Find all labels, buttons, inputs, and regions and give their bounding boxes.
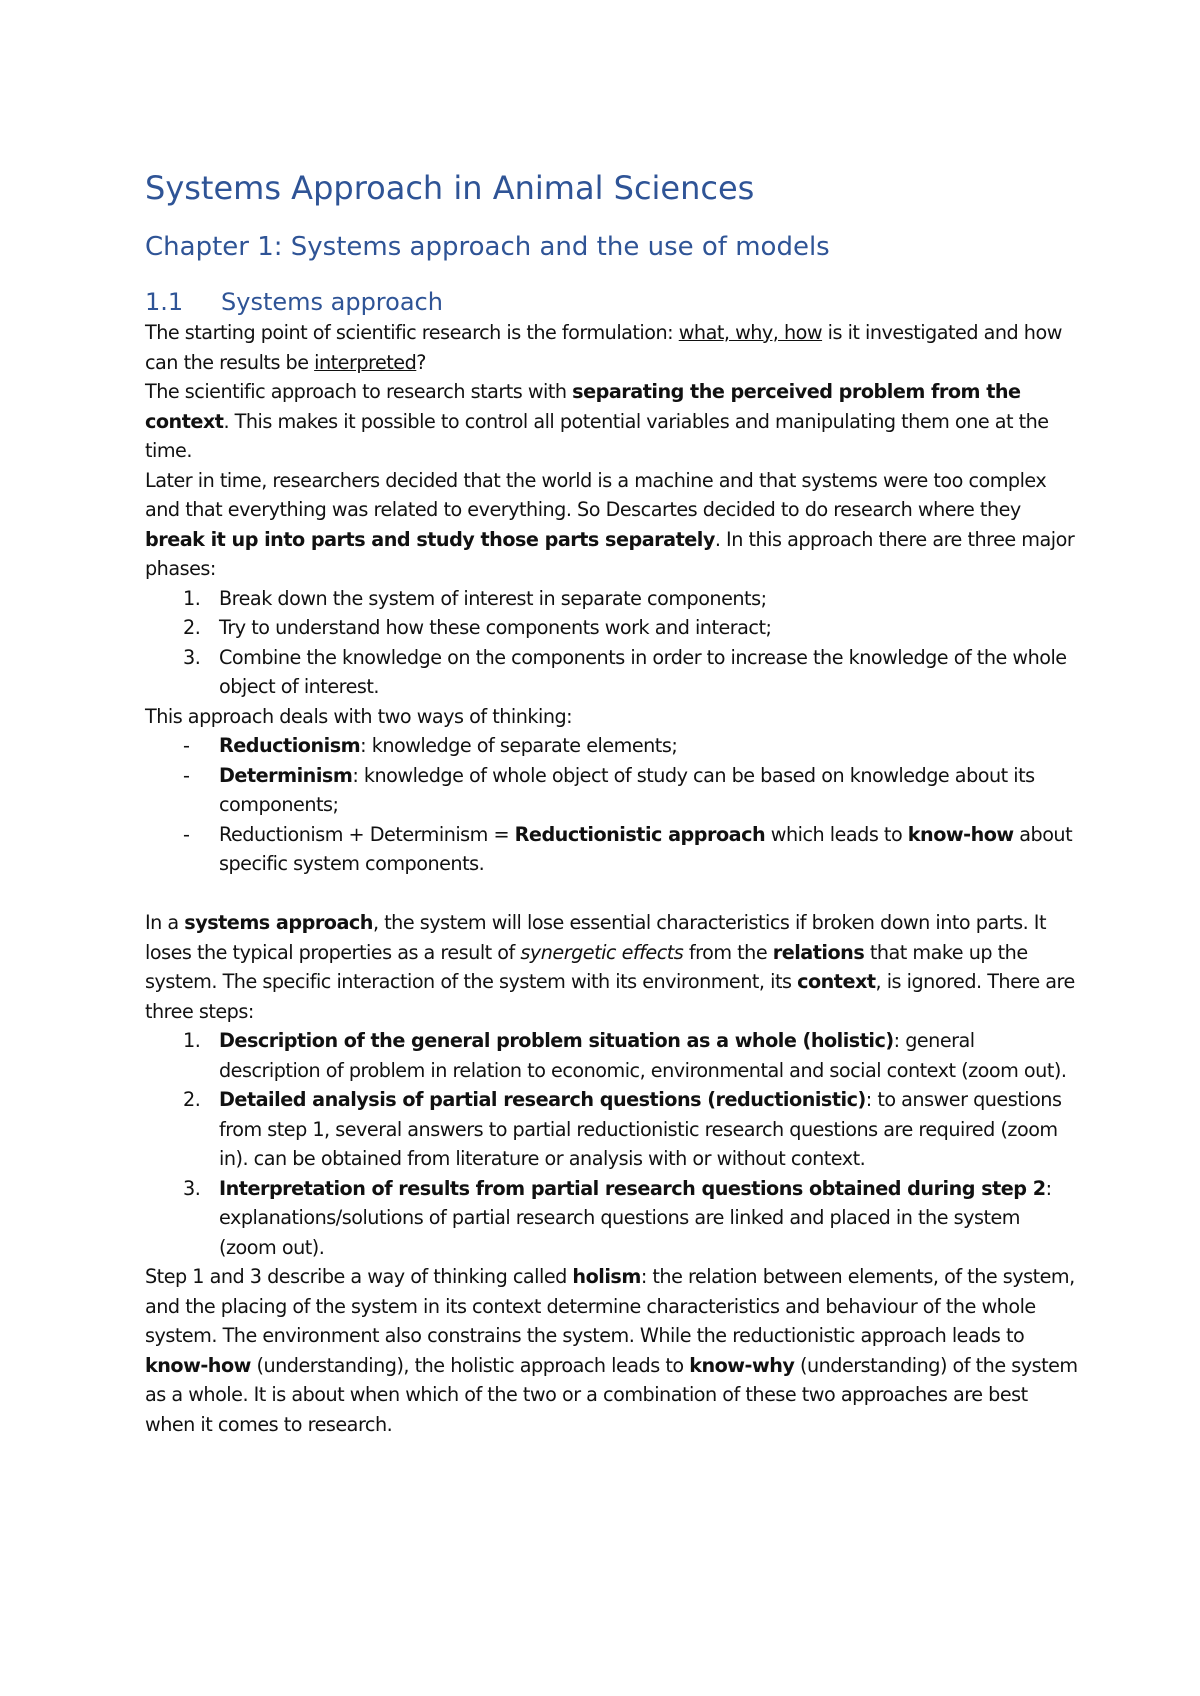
document-body (145, 168, 1080, 1439)
list-item: 3. Interpretation of results from partial research questions obtained during step 2: explanations/solutions of partial research questions are linked and placed in the system (zoom out). (145, 1174, 1080, 1263)
paragraph-formulation: The starting point of scientific research is the formulation: what, why, how is it investigated and how can the results be interpreted? (145, 321, 1062, 374)
underlined-interpreted: interpreted (314, 350, 417, 374)
list-number: 3. (183, 645, 201, 669)
steps-list (145, 1026, 1080, 1262)
paragraph-descartes: Later in time, researchers decided that the world is a machine and that systems were too complex and that everything was related to everything. So Descartes decided to do research where they break it up into parts and study those parts separately. In this approach there are three major phases: (145, 468, 1075, 580)
list-item: 1. Break down the system of interest in separate components; (145, 584, 1080, 614)
list-item: 2. Detailed analysis of partial research questions (reductionistic): to answer questions from step 1, several answers to partial reductionistic research questions are required (zoom in). can be obtained from literature or analysis with or without context. (145, 1085, 1080, 1174)
list-item: - Reductionism + Determinism = Reductionistic approach which leads to know-how about specific system components. (145, 820, 1080, 879)
underlined-what-why-how: what, why, how (678, 321, 823, 344)
list-dash: - (183, 763, 190, 787)
phases-list (145, 584, 1080, 702)
list-item: 3. Combine the knowledge on the components in order to increase the knowledge of the whole object of interest. (145, 643, 1080, 702)
ways-of-thinking-list (145, 731, 1080, 879)
list-dash: - (183, 734, 190, 757)
section-heading (145, 286, 1080, 318)
paragraph-systems-approach: In a systems approach, the system will lose essential characteristics if broken down into parts. It loses the typical properties as a result of synergetic effects from the relations that make up the system. The specific interaction of the system with its environment, its context, is ignored. There are three steps: (145, 911, 1075, 1023)
section-title: Systems approach (221, 288, 443, 316)
list-item: 1. Description of the general problem situation as a whole (holistic): general description of problem in relation to economic, environmental and social context (zoom out). (145, 1026, 1080, 1085)
list-item: 2. Try to understand how these components work and interact; (145, 613, 1080, 643)
chapter-heading: Chapter 1: Systems approach and the use of models (145, 232, 830, 262)
paragraph-holism: Step 1 and 3 describe a way of thinking called holism: the relation between elements, of the system, and the placing of the system in its context determine characteristics and behaviour of the whole system. The environment also constrains the system. While the reductionistic approach leads to know-how (understanding), the holistic approach leads to know-why (understanding) of the system as a whole. It is about when which of the two or a combination of these two approaches are best when it comes to research. (145, 1265, 1078, 1436)
bold-break-into-parts: break it up into parts and study those parts separately (145, 527, 715, 551)
section-number: 1.1 (145, 288, 184, 316)
list-item: - Reductionism: knowledge of separate elements; (145, 731, 1080, 761)
list-number: 2. (183, 616, 201, 639)
paragraph-two-ways: This approach deals with two ways of thinking: (145, 704, 573, 728)
paragraph-scientific-approach: The scientific approach to research starts with separating the perceived problem from the context. This makes it possible to control all potential variables and manipulating them one at the time. (145, 380, 1049, 462)
list-dash: - (183, 822, 190, 846)
blank-line (145, 879, 1080, 909)
list-item: - Determinism: knowledge of whole object of study can be based on knowledge about its components; (145, 761, 1080, 820)
document-title: Systems Approach in Animal Sciences (145, 169, 755, 207)
list-number: 2. (183, 1088, 201, 1111)
list-number: 1. (183, 586, 201, 610)
list-number: 3. (183, 1176, 201, 1200)
bold-separating-problem: separating the perceived problem from the context (145, 380, 1021, 433)
list-number: 1. (183, 1029, 201, 1052)
